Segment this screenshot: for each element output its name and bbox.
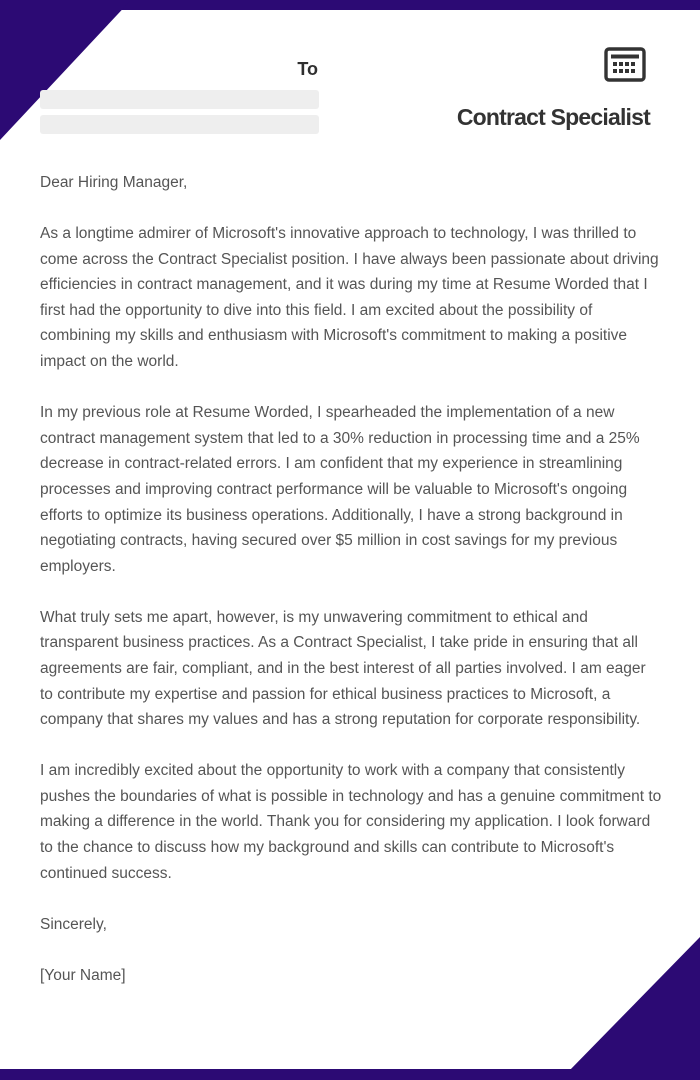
recipient-placeholder-line (40, 115, 319, 134)
letter-paragraph: What truly sets me apart, however, is my unwavering commitment to ethical and transparent business practices. As a Contract Specialist, I take pride in ensuring that all agreements are fair, compliant, and in the best interest of all parties involved. I am eager to contribute my expertise and passion for ethical business practices to Microsoft, a company that shares my values and has a strong reputation for corporate responsibility. (40, 608, 646, 729)
closing: Sincerely, (40, 915, 107, 933)
signature: [Your Name] (40, 966, 126, 984)
calculator-icon (604, 47, 646, 82)
recipient-placeholder-line (40, 90, 319, 109)
job-title: Contract Specialist (456, 104, 650, 130)
letter-paragraph: In my previous role at Resume Worded, I spearheaded the implementation of a new contract management system that led to a 30% reduction in processing time and a 25% decrease in contract-related errors. I am confident that my experience in streamlining processes and improving contract performance will be valuable to Microsoft's ongoing efforts to optimize its business operations. Additionally, I have a strong background in negotiating contracts, having secured over $5 million in cost savings for my previous employers. (40, 404, 640, 575)
letter-body (40, 170, 662, 1014)
salutation: Dear Hiring Manager, (40, 174, 188, 191)
to-label: To (297, 59, 318, 79)
letter-paragraph: I am incredibly excited about the opportunity to work with a company that consistently pushes the boundaries of what is possible in technology and has a genuine commitment to making a difference in the world. Thank you for considering my application. I look forward to the chance to discuss how my background and skills can contribute to Microsoft's continued success. (40, 762, 662, 882)
letter-paragraph: As a longtime admirer of Microsoft's innovative approach to technology, I was thrilled to come across the Contract Specialist position. I have always been passionate about driving efficiencies in contract management, and it was during my time at Resume Worded that I first had the opportunity to dive into this field. I am excited about the possibility of combining my skills and enthusiasm with Microsoft's commitment to making a positive impact on the world. (40, 225, 659, 371)
